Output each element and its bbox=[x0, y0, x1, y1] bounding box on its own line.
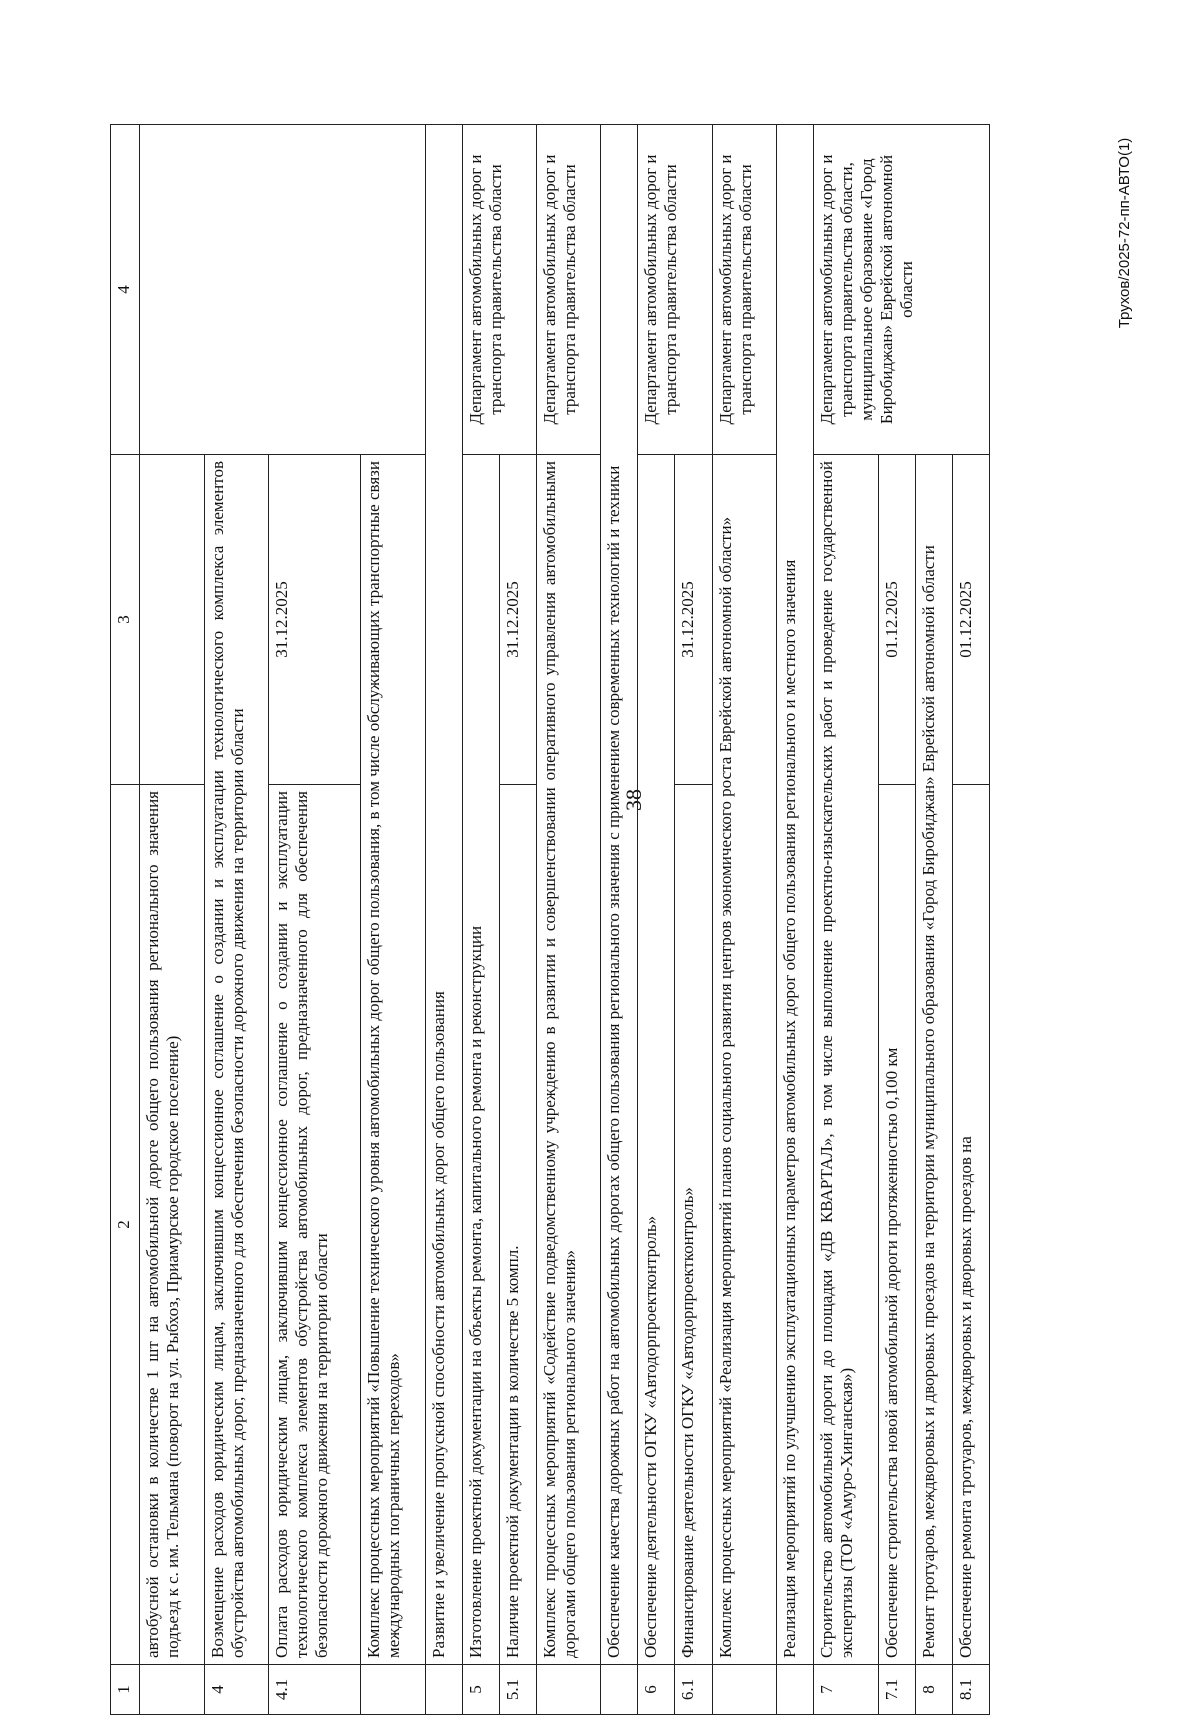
row-number: 7.1 bbox=[878, 1665, 915, 1715]
row-date: 31.12.2025 bbox=[269, 455, 361, 785]
row-number: 5 bbox=[462, 1665, 499, 1715]
row-number bbox=[140, 1665, 205, 1715]
row-number: 8 bbox=[915, 1665, 952, 1715]
header-col-3: 3 bbox=[111, 455, 140, 785]
row-responsible: Департамент автомобильных дорог и транспорта правительства области bbox=[638, 125, 712, 455]
section-title: Обеспечение качества дорожных работ на автомобильных дорогах общего пользования регионального значения с применением современных технологий и техники bbox=[601, 125, 638, 1665]
row-description: Обеспечение деятельности ОГКУ «Автодорпроектконтроль» bbox=[638, 455, 675, 1665]
section-title: Реализация мероприятий по улучшению эксплуатационных параметров автомобильных дорог общего пользования регионального и местного значения bbox=[777, 125, 814, 1665]
row-description: Комплекс процессных мероприятий «Содействие подведомственному учреждению в развитии и совершенствовании оперативного управления автомобильными дорогами общего пользования регионального значения» bbox=[536, 455, 601, 1665]
row-description: Комплекс процессных мероприятий «Реализация мероприятий планов социального развития центров экономического роста Еврейской автономной области» bbox=[712, 455, 777, 1665]
row-number: 7 bbox=[814, 1665, 879, 1715]
row-description: Изготовление проектной документации на объекты ремонта, капитального ремонта и реконструкции bbox=[462, 455, 499, 1665]
row-number: 6 bbox=[638, 1665, 675, 1715]
row-number bbox=[361, 1665, 426, 1715]
header-col-2: 2 bbox=[111, 785, 140, 1665]
page-number: 38 bbox=[621, 789, 646, 811]
header-col-1: 1 bbox=[111, 1665, 140, 1715]
row-description: Финансирование деятельности ОГКУ «Автодорпроектконтроль» bbox=[675, 785, 712, 1665]
table-header-row bbox=[111, 125, 140, 1715]
table-section-row bbox=[425, 125, 462, 1715]
table-row bbox=[712, 125, 777, 1715]
row-number: 4.1 bbox=[269, 1665, 361, 1715]
row-number: 8.1 bbox=[952, 1665, 989, 1715]
row-description: Ремонт тротуаров, междворовых и дворовых проездов на территории муниципального образования «Город Биробиджан» Еврейской автономной области bbox=[915, 455, 952, 1665]
row-description: Возмещение расходов юридическим лицам, заключившим концессионное соглашение о создании и эксплуатации технологического комплекса элементов обустройства автомобильных дорог, предназначенного для обеспечения безопасности дорожного движения на территории области bbox=[204, 455, 269, 1665]
row-description: Оплата расходов юридическим лицам, заключившим концессионное соглашение о создании и эксплуатации технологического комплекса элементов обустройства автомобильных дорог, предназначенного для обеспечения безопасности дорожного движения на территории области bbox=[269, 785, 361, 1665]
row-description: Комплекс процессных мероприятий «Повышение технического уровня автомобильных дорог общего пользования, в том числе обслуживающих транспортные связи международных пограничных переходов» bbox=[361, 455, 426, 1665]
row-number: 6.1 bbox=[675, 1665, 712, 1715]
row-number: 5.1 bbox=[499, 1665, 536, 1715]
table-section-row bbox=[601, 125, 638, 1715]
table-row bbox=[536, 125, 601, 1715]
table-section-row bbox=[777, 125, 814, 1715]
row-date bbox=[140, 455, 205, 785]
document-code: Трухов/2025-72-пп-АВТО(1) bbox=[1116, 137, 1133, 329]
row-date: 31.12.2025 bbox=[675, 455, 712, 785]
row-description: Обеспечение ремонта тротуаров, междворовых и дворовых проездов на bbox=[952, 785, 989, 1665]
table-row bbox=[140, 125, 205, 1715]
row-description: автобусной остановки в количестве 1 шт на автомобильной дороге общего пользования регионального значения подъезд к с. им. Тельмана (поворот на ул. Рыбхоз, Приамурское городское поселение) bbox=[140, 785, 205, 1665]
row-responsible: Департамент автомобильных дорог и транспорта правительства области bbox=[712, 125, 777, 455]
row-date: 01.12.2025 bbox=[878, 455, 915, 785]
row-responsible: Департамент автомобильных дорог и транспорта правительства области, муниципальное образование «Город Биробиджан» Еврейской автономной области bbox=[814, 125, 990, 455]
header-col-4: 4 bbox=[111, 125, 140, 455]
row-description: Строительство автомобильной дороги до площадки «ДВ КВАРТАЛ», в том числе выполнение проектно-изыскательских работ и проведение государственной экспертизы (ТОР «Амуро-Хинганская») bbox=[814, 455, 879, 1665]
table-row bbox=[814, 125, 879, 1715]
row-number bbox=[425, 1665, 462, 1715]
rotated-table-container bbox=[110, 125, 990, 1715]
row-description: Наличие проектной документации в количестве 5 компл. bbox=[499, 785, 536, 1665]
row-date: 31.12.2025 bbox=[499, 455, 536, 785]
table-row bbox=[462, 125, 499, 1715]
row-responsible: Департамент автомобильных дорог и транспорта правительства области bbox=[462, 125, 536, 455]
section-title: Развитие и увеличение пропускной способности автомобильных дорог общего пользования bbox=[425, 125, 462, 1665]
row-number bbox=[536, 1665, 601, 1715]
row-number bbox=[712, 1665, 777, 1715]
row-description: Обеспечение строительства новой автомобильной дороги протяженностью 0,100 км bbox=[878, 785, 915, 1665]
measures-table bbox=[110, 124, 990, 1715]
row-responsible bbox=[140, 125, 426, 455]
table-row bbox=[638, 125, 675, 1715]
row-responsible: Департамент автомобильных дорог и транспорта правительства области bbox=[536, 125, 601, 455]
row-number: 4 bbox=[204, 1665, 269, 1715]
row-date: 01.12.2025 bbox=[952, 455, 989, 785]
